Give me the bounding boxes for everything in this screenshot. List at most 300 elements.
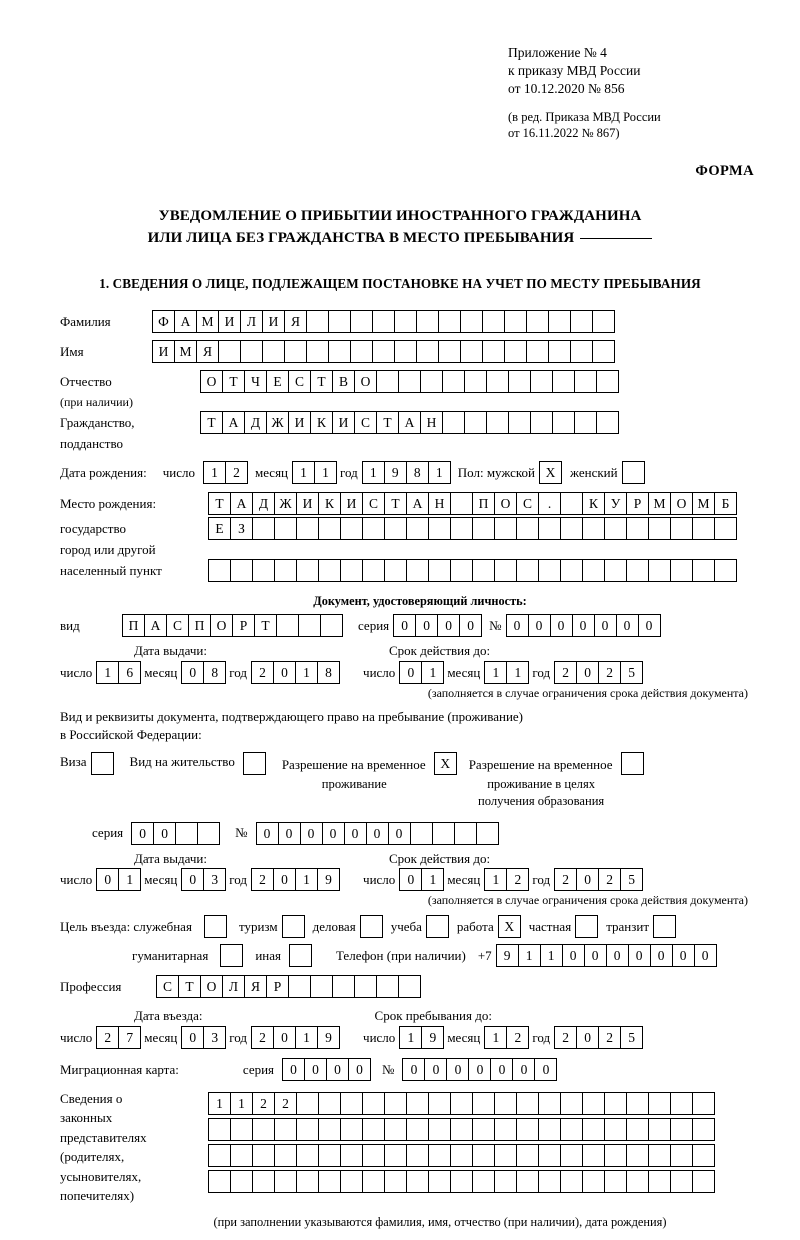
- char-cell[interactable]: 9: [496, 944, 519, 967]
- char-cell[interactable]: [230, 1144, 253, 1167]
- char-cell[interactable]: 5: [620, 661, 643, 684]
- char-cell[interactable]: 1: [292, 461, 315, 484]
- char-cell[interactable]: 1: [484, 1026, 507, 1049]
- char-cell[interactable]: С: [156, 975, 179, 998]
- char-cell[interactable]: 0: [326, 1058, 349, 1081]
- char-cell[interactable]: [526, 340, 549, 363]
- entry-year-input[interactable]: [251, 1026, 339, 1049]
- char-cell[interactable]: [230, 559, 253, 582]
- char-cell[interactable]: [596, 411, 619, 434]
- char-cell[interactable]: [230, 1118, 253, 1141]
- char-cell[interactable]: О: [670, 492, 693, 515]
- char-cell[interactable]: [252, 1118, 275, 1141]
- char-cell[interactable]: [604, 559, 627, 582]
- char-cell[interactable]: И: [288, 411, 311, 434]
- char-cell[interactable]: 1: [421, 868, 444, 891]
- char-cell[interactable]: [410, 822, 433, 845]
- char-cell[interactable]: [296, 1144, 319, 1167]
- char-cell[interactable]: [460, 340, 483, 363]
- char-cell[interactable]: [538, 517, 561, 540]
- char-cell[interactable]: 0: [96, 868, 119, 891]
- char-cell[interactable]: 8: [203, 661, 226, 684]
- char-cell[interactable]: [218, 340, 241, 363]
- char-cell[interactable]: 0: [322, 822, 345, 845]
- char-cell[interactable]: [626, 1144, 649, 1167]
- char-cell[interactable]: 0: [437, 614, 460, 637]
- char-cell[interactable]: [582, 559, 605, 582]
- char-cell[interactable]: Ж: [274, 492, 297, 515]
- char-cell[interactable]: [350, 310, 373, 333]
- char-cell[interactable]: 2: [251, 661, 274, 684]
- char-cell[interactable]: 2: [554, 661, 577, 684]
- char-cell[interactable]: 0: [181, 868, 204, 891]
- char-cell[interactable]: [252, 517, 275, 540]
- char-cell[interactable]: [626, 1092, 649, 1115]
- char-cell[interactable]: Т: [310, 370, 333, 393]
- char-cell[interactable]: [472, 517, 495, 540]
- char-cell[interactable]: [420, 370, 443, 393]
- char-cell[interactable]: [670, 1092, 693, 1115]
- char-cell[interactable]: [274, 1170, 297, 1193]
- char-cell[interactable]: [398, 370, 421, 393]
- char-cell[interactable]: 0: [638, 614, 661, 637]
- char-cell[interactable]: Т: [200, 411, 223, 434]
- char-cell[interactable]: [208, 1118, 231, 1141]
- char-cell[interactable]: [288, 975, 311, 998]
- char-cell[interactable]: 0: [278, 822, 301, 845]
- char-cell[interactable]: [450, 1144, 473, 1167]
- char-cell[interactable]: [438, 310, 461, 333]
- char-cell[interactable]: [442, 370, 465, 393]
- char-cell[interactable]: 1: [230, 1092, 253, 1115]
- purpose-private-checkbox[interactable]: [575, 915, 598, 938]
- char-cell[interactable]: 0: [576, 1026, 599, 1049]
- char-cell[interactable]: 0: [181, 661, 204, 684]
- char-cell[interactable]: Р: [266, 975, 289, 998]
- char-cell[interactable]: 2: [252, 1092, 275, 1115]
- char-cell[interactable]: [362, 1092, 385, 1115]
- char-cell[interactable]: Т: [178, 975, 201, 998]
- char-cell[interactable]: П: [122, 614, 145, 637]
- char-cell[interactable]: 2: [598, 661, 621, 684]
- legal-reps-row[interactable]: [208, 1144, 714, 1167]
- char-cell[interactable]: [508, 370, 531, 393]
- char-cell[interactable]: 2: [251, 1026, 274, 1049]
- char-cell[interactable]: [384, 1118, 407, 1141]
- char-cell[interactable]: [296, 517, 319, 540]
- char-cell[interactable]: Ф: [152, 310, 175, 333]
- char-cell[interactable]: [494, 1118, 517, 1141]
- char-cell[interactable]: [450, 559, 473, 582]
- char-cell[interactable]: [548, 310, 571, 333]
- char-cell[interactable]: А: [230, 492, 253, 515]
- purpose-humanitarian-checkbox[interactable]: [220, 944, 243, 967]
- char-cell[interactable]: [406, 1092, 429, 1115]
- char-cell[interactable]: [670, 517, 693, 540]
- char-cell[interactable]: [560, 1118, 583, 1141]
- char-cell[interactable]: [604, 1092, 627, 1115]
- char-cell[interactable]: [592, 310, 615, 333]
- char-cell[interactable]: О: [494, 492, 517, 515]
- permit-issue-year-input[interactable]: [251, 868, 339, 891]
- purpose-study-checkbox[interactable]: [426, 915, 449, 938]
- doc-issue-year-input[interactable]: [251, 661, 339, 684]
- char-cell[interactable]: Т: [376, 411, 399, 434]
- char-cell[interactable]: П: [472, 492, 495, 515]
- char-cell[interactable]: О: [200, 975, 223, 998]
- char-cell[interactable]: 2: [598, 868, 621, 891]
- char-cell[interactable]: [350, 340, 373, 363]
- char-cell[interactable]: [670, 1144, 693, 1167]
- char-cell[interactable]: 9: [421, 1026, 444, 1049]
- char-cell[interactable]: К: [310, 411, 333, 434]
- char-cell[interactable]: Т: [222, 370, 245, 393]
- char-cell[interactable]: [472, 1144, 495, 1167]
- char-cell[interactable]: [570, 340, 593, 363]
- char-cell[interactable]: [328, 340, 351, 363]
- char-cell[interactable]: [252, 1170, 275, 1193]
- char-cell[interactable]: [274, 1118, 297, 1141]
- birth-day-input[interactable]: [203, 461, 247, 484]
- char-cell[interactable]: [552, 411, 575, 434]
- char-cell[interactable]: [626, 1118, 649, 1141]
- char-cell[interactable]: 8: [406, 461, 429, 484]
- char-cell[interactable]: 0: [694, 944, 717, 967]
- birth-place-input-line-3[interactable]: [208, 559, 736, 582]
- char-cell[interactable]: [416, 310, 439, 333]
- char-cell[interactable]: 1: [484, 868, 507, 891]
- char-cell[interactable]: [310, 975, 333, 998]
- char-cell[interactable]: [318, 1092, 341, 1115]
- char-cell[interactable]: [406, 1118, 429, 1141]
- doc-number-input[interactable]: [506, 614, 660, 637]
- char-cell[interactable]: [692, 559, 715, 582]
- char-cell[interactable]: 0: [393, 614, 416, 637]
- char-cell[interactable]: [284, 340, 307, 363]
- char-cell[interactable]: [406, 517, 429, 540]
- char-cell[interactable]: [398, 975, 421, 998]
- char-cell[interactable]: 0: [576, 868, 599, 891]
- char-cell[interactable]: 0: [131, 822, 154, 845]
- char-cell[interactable]: [406, 559, 429, 582]
- char-cell[interactable]: 2: [554, 1026, 577, 1049]
- char-cell[interactable]: [560, 1092, 583, 1115]
- permit-valid-year-input[interactable]: [554, 868, 642, 891]
- char-cell[interactable]: [208, 559, 231, 582]
- char-cell[interactable]: [626, 1170, 649, 1193]
- char-cell[interactable]: 0: [650, 944, 673, 967]
- char-cell[interactable]: [548, 340, 571, 363]
- char-cell[interactable]: [416, 340, 439, 363]
- char-cell[interactable]: [692, 1092, 715, 1115]
- birth-month-input[interactable]: [292, 461, 336, 484]
- char-cell[interactable]: [570, 310, 593, 333]
- visa-checkbox[interactable]: [91, 752, 114, 775]
- char-cell[interactable]: [692, 1170, 715, 1193]
- char-cell[interactable]: [494, 1170, 517, 1193]
- char-cell[interactable]: [454, 822, 477, 845]
- char-cell[interactable]: 0: [468, 1058, 491, 1081]
- char-cell[interactable]: 1: [295, 868, 318, 891]
- char-cell[interactable]: [472, 1170, 495, 1193]
- char-cell[interactable]: [406, 1144, 429, 1167]
- char-cell[interactable]: [340, 1118, 363, 1141]
- char-cell[interactable]: [472, 559, 495, 582]
- char-cell[interactable]: [494, 1092, 517, 1115]
- char-cell[interactable]: 0: [616, 614, 639, 637]
- char-cell[interactable]: Л: [222, 975, 245, 998]
- char-cell[interactable]: [486, 411, 509, 434]
- char-cell[interactable]: 0: [399, 868, 422, 891]
- char-cell[interactable]: [538, 1118, 561, 1141]
- migration-series-input[interactable]: [282, 1058, 370, 1081]
- char-cell[interactable]: 1: [540, 944, 563, 967]
- char-cell[interactable]: О: [210, 614, 233, 637]
- char-cell[interactable]: [648, 1118, 671, 1141]
- char-cell[interactable]: [432, 822, 455, 845]
- char-cell[interactable]: [604, 1144, 627, 1167]
- char-cell[interactable]: 6: [118, 661, 141, 684]
- purpose-work-checkbox[interactable]: X: [498, 915, 521, 938]
- doc-valid-month-input[interactable]: [484, 661, 528, 684]
- char-cell[interactable]: [596, 370, 619, 393]
- char-cell[interactable]: 0: [628, 944, 651, 967]
- char-cell[interactable]: 2: [274, 1092, 297, 1115]
- char-cell[interactable]: Ч: [244, 370, 267, 393]
- char-cell[interactable]: Н: [420, 411, 443, 434]
- char-cell[interactable]: 2: [598, 1026, 621, 1049]
- char-cell[interactable]: Р: [626, 492, 649, 515]
- char-cell[interactable]: [372, 310, 395, 333]
- char-cell[interactable]: [296, 1092, 319, 1115]
- char-cell[interactable]: [494, 1144, 517, 1167]
- purpose-business-checkbox[interactable]: [360, 915, 383, 938]
- char-cell[interactable]: [516, 1092, 539, 1115]
- stay-day-input[interactable]: [399, 1026, 443, 1049]
- char-cell[interactable]: [560, 492, 583, 515]
- stay-year-input[interactable]: [554, 1026, 642, 1049]
- char-cell[interactable]: 2: [96, 1026, 119, 1049]
- char-cell[interactable]: [516, 1144, 539, 1167]
- char-cell[interactable]: [582, 1092, 605, 1115]
- char-cell[interactable]: 5: [620, 868, 643, 891]
- stay-month-input[interactable]: [484, 1026, 528, 1049]
- char-cell[interactable]: 0: [594, 614, 617, 637]
- char-cell[interactable]: С: [362, 492, 385, 515]
- char-cell[interactable]: [318, 559, 341, 582]
- char-cell[interactable]: [476, 822, 499, 845]
- doc-valid-day-input[interactable]: [399, 661, 443, 684]
- char-cell[interactable]: [340, 1144, 363, 1167]
- char-cell[interactable]: 1: [518, 944, 541, 967]
- char-cell[interactable]: 0: [672, 944, 695, 967]
- char-cell[interactable]: 1: [362, 461, 385, 484]
- char-cell[interactable]: [318, 517, 341, 540]
- char-cell[interactable]: 0: [562, 944, 585, 967]
- char-cell[interactable]: [296, 1170, 319, 1193]
- profession-input[interactable]: [156, 975, 420, 998]
- birth-place-input-line-2[interactable]: [208, 517, 736, 540]
- char-cell[interactable]: [252, 1144, 275, 1167]
- sex-male-checkbox[interactable]: X: [539, 461, 562, 484]
- char-cell[interactable]: [582, 1144, 605, 1167]
- char-cell[interactable]: [648, 1144, 671, 1167]
- char-cell[interactable]: [714, 559, 737, 582]
- char-cell[interactable]: [560, 559, 583, 582]
- char-cell[interactable]: 1: [295, 1026, 318, 1049]
- char-cell[interactable]: [464, 370, 487, 393]
- char-cell[interactable]: [340, 559, 363, 582]
- char-cell[interactable]: Б: [714, 492, 737, 515]
- char-cell[interactable]: [482, 340, 505, 363]
- char-cell[interactable]: [582, 1170, 605, 1193]
- char-cell[interactable]: 5: [620, 1026, 643, 1049]
- char-cell[interactable]: И: [152, 340, 175, 363]
- char-cell[interactable]: [504, 310, 527, 333]
- char-cell[interactable]: [504, 340, 527, 363]
- char-cell[interactable]: 1: [203, 461, 226, 484]
- char-cell[interactable]: [560, 517, 583, 540]
- char-cell[interactable]: [428, 559, 451, 582]
- char-cell[interactable]: С: [166, 614, 189, 637]
- char-cell[interactable]: 1: [399, 1026, 422, 1049]
- char-cell[interactable]: К: [582, 492, 605, 515]
- birth-year-input[interactable]: [362, 461, 450, 484]
- char-cell[interactable]: 0: [415, 614, 438, 637]
- char-cell[interactable]: [714, 517, 737, 540]
- char-cell[interactable]: [464, 411, 487, 434]
- char-cell[interactable]: 0: [273, 868, 296, 891]
- char-cell[interactable]: [394, 310, 417, 333]
- char-cell[interactable]: [472, 1092, 495, 1115]
- char-cell[interactable]: У: [604, 492, 627, 515]
- char-cell[interactable]: [692, 517, 715, 540]
- char-cell[interactable]: 1: [428, 461, 451, 484]
- char-cell[interactable]: [648, 517, 671, 540]
- char-cell[interactable]: [592, 340, 615, 363]
- char-cell[interactable]: С: [288, 370, 311, 393]
- char-cell[interactable]: 9: [384, 461, 407, 484]
- char-cell[interactable]: [538, 1144, 561, 1167]
- char-cell[interactable]: И: [332, 411, 355, 434]
- char-cell[interactable]: [384, 1092, 407, 1115]
- char-cell[interactable]: Д: [252, 492, 275, 515]
- char-cell[interactable]: 0: [344, 822, 367, 845]
- char-cell[interactable]: [428, 1118, 451, 1141]
- char-cell[interactable]: [574, 411, 597, 434]
- sex-female-checkbox[interactable]: [622, 461, 645, 484]
- citizenship-input[interactable]: [200, 411, 618, 434]
- char-cell[interactable]: [604, 1170, 627, 1193]
- entry-day-input[interactable]: [96, 1026, 140, 1049]
- char-cell[interactable]: [306, 310, 329, 333]
- char-cell[interactable]: 0: [273, 661, 296, 684]
- char-cell[interactable]: [208, 1170, 231, 1193]
- legal-reps-row[interactable]: [208, 1170, 714, 1193]
- char-cell[interactable]: [442, 411, 465, 434]
- char-cell[interactable]: И: [340, 492, 363, 515]
- patronymic-input[interactable]: [200, 370, 618, 393]
- phone-input[interactable]: [496, 944, 716, 967]
- char-cell[interactable]: [516, 1118, 539, 1141]
- char-cell[interactable]: [428, 1092, 451, 1115]
- char-cell[interactable]: 0: [534, 1058, 557, 1081]
- temporary-residence-checkbox[interactable]: X: [434, 752, 457, 775]
- char-cell[interactable]: [438, 340, 461, 363]
- char-cell[interactable]: К: [318, 492, 341, 515]
- char-cell[interactable]: [574, 370, 597, 393]
- char-cell[interactable]: М: [174, 340, 197, 363]
- char-cell[interactable]: [262, 340, 285, 363]
- legal-reps-row[interactable]: [208, 1092, 714, 1115]
- doc-kind-input[interactable]: [122, 614, 342, 637]
- char-cell[interactable]: [648, 1092, 671, 1115]
- permit-valid-month-input[interactable]: [484, 868, 528, 891]
- char-cell[interactable]: 0: [256, 822, 279, 845]
- char-cell[interactable]: 1: [96, 661, 119, 684]
- legal-reps-grid[interactable]: [208, 1089, 714, 1193]
- char-cell[interactable]: [428, 1170, 451, 1193]
- char-cell[interactable]: [332, 975, 355, 998]
- char-cell[interactable]: О: [200, 370, 223, 393]
- char-cell[interactable]: Д: [244, 411, 267, 434]
- char-cell[interactable]: 0: [399, 661, 422, 684]
- char-cell[interactable]: А: [398, 411, 421, 434]
- char-cell[interactable]: [362, 517, 385, 540]
- char-cell[interactable]: [340, 1092, 363, 1115]
- residence-permit-checkbox[interactable]: [243, 752, 266, 775]
- education-residence-checkbox[interactable]: [621, 752, 644, 775]
- char-cell[interactable]: [670, 1118, 693, 1141]
- char-cell[interactable]: [362, 1118, 385, 1141]
- char-cell[interactable]: 0: [606, 944, 629, 967]
- char-cell[interactable]: 0: [550, 614, 573, 637]
- char-cell[interactable]: [428, 1144, 451, 1167]
- char-cell[interactable]: [560, 1144, 583, 1167]
- char-cell[interactable]: 0: [424, 1058, 447, 1081]
- char-cell[interactable]: А: [144, 614, 167, 637]
- char-cell[interactable]: [376, 370, 399, 393]
- char-cell[interactable]: 0: [388, 822, 411, 845]
- char-cell[interactable]: [626, 517, 649, 540]
- char-cell[interactable]: [530, 411, 553, 434]
- char-cell[interactable]: [306, 340, 329, 363]
- purpose-service-checkbox[interactable]: [204, 915, 227, 938]
- char-cell[interactable]: 0: [459, 614, 482, 637]
- char-cell[interactable]: Я: [244, 975, 267, 998]
- char-cell[interactable]: [252, 559, 275, 582]
- char-cell[interactable]: [582, 517, 605, 540]
- char-cell[interactable]: [328, 310, 351, 333]
- permit-issue-day-input[interactable]: [96, 868, 140, 891]
- char-cell[interactable]: [538, 1170, 561, 1193]
- char-cell[interactable]: [274, 559, 297, 582]
- char-cell[interactable]: Т: [254, 614, 277, 637]
- migration-number-input[interactable]: [402, 1058, 556, 1081]
- char-cell[interactable]: Е: [208, 517, 231, 540]
- doc-series-input[interactable]: [393, 614, 481, 637]
- char-cell[interactable]: 3: [203, 1026, 226, 1049]
- entry-month-input[interactable]: [181, 1026, 225, 1049]
- char-cell[interactable]: 0: [576, 661, 599, 684]
- char-cell[interactable]: [230, 1170, 253, 1193]
- char-cell[interactable]: [538, 1092, 561, 1115]
- char-cell[interactable]: 1: [118, 868, 141, 891]
- char-cell[interactable]: [296, 559, 319, 582]
- char-cell[interactable]: 1: [295, 661, 318, 684]
- char-cell[interactable]: 0: [304, 1058, 327, 1081]
- char-cell[interactable]: [538, 559, 561, 582]
